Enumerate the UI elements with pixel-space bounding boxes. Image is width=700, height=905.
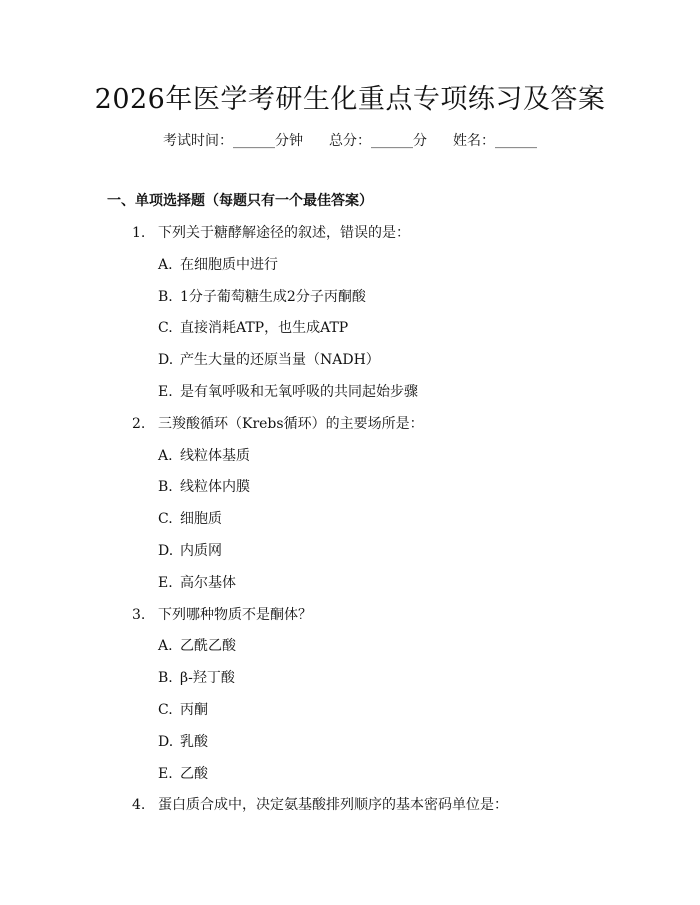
- option-2-e: [0, 572, 700, 604]
- option-text: β-羟丁酸: [180, 670, 235, 687]
- option-3-d: [0, 731, 700, 763]
- option-letter: D.: [158, 733, 174, 750]
- option-text: 内质网: [180, 542, 222, 559]
- exam-meta: [0, 130, 700, 152]
- option-letter: E.: [158, 383, 173, 400]
- option-2-d: [0, 540, 700, 572]
- option-letter: E.: [158, 574, 173, 591]
- option-letter: C.: [158, 511, 173, 528]
- name-field: 姓名：______: [453, 133, 537, 149]
- question-number: 2.: [132, 415, 146, 432]
- option-letter: C.: [158, 701, 173, 718]
- option-text: 线粒体内膜: [180, 479, 250, 496]
- option-text: 线粒体基质: [180, 447, 250, 464]
- option-3-b: [0, 667, 700, 699]
- option-1-a: [0, 254, 700, 286]
- option-text: 乙酰乙酸: [180, 638, 236, 655]
- option-2-b: [0, 476, 700, 508]
- option-2-a: [0, 445, 700, 477]
- option-1-c: [0, 317, 700, 349]
- option-letter: C.: [158, 320, 173, 337]
- option-letter: D.: [158, 542, 174, 559]
- question-4: [0, 794, 700, 826]
- question-number: 1.: [132, 225, 146, 241]
- page-title: 2026年医学考研生化重点专项练习及答案: [94, 84, 606, 115]
- question-text: 三羧酸循环（Krebs循环）的主要场所是：: [158, 415, 424, 432]
- option-text: 是有氧呼吸和无氧呼吸的共同起始步骤: [180, 383, 418, 400]
- question-text: 下列关于糖酵解途径的叙述，错误的是：: [158, 225, 410, 241]
- option-letter: B.: [158, 670, 173, 687]
- option-letter: B.: [158, 479, 173, 496]
- option-letter: A.: [158, 638, 173, 655]
- option-letter: B.: [158, 288, 173, 305]
- question-number: 4.: [132, 797, 146, 814]
- question-list: [0, 222, 700, 826]
- option-text: 乙酸: [180, 765, 208, 782]
- exam-time-field: 考试时间：______分钟: [163, 133, 303, 149]
- option-text: 丙酮: [180, 701, 208, 718]
- option-letter: E.: [158, 765, 173, 782]
- question-2: [0, 413, 700, 445]
- option-1-e: [0, 381, 700, 413]
- option-text: 在细胞质中进行: [180, 256, 278, 273]
- option-text: 乳酸: [180, 733, 208, 750]
- option-text: 高尔基体: [180, 574, 236, 591]
- option-text: 1分子葡萄糖生成2分子丙酮酸: [180, 288, 366, 305]
- question-text: 下列哪种物质不是酮体？: [158, 606, 312, 623]
- question-number: 3.: [132, 606, 146, 623]
- option-2-c: [0, 508, 700, 540]
- option-letter: A.: [158, 447, 173, 464]
- option-1-d: [0, 349, 700, 381]
- option-1-b: [0, 286, 700, 318]
- option-text: 产生大量的还原当量（NADH）: [180, 352, 380, 369]
- section-heading: 一、单项选择题（每题只有一个最佳答案）: [107, 193, 373, 209]
- question-1: [0, 222, 700, 254]
- option-3-a: [0, 635, 700, 667]
- option-3-c: [0, 699, 700, 731]
- option-text: 细胞质: [180, 511, 222, 528]
- option-text: 直接消耗ATP，也生成ATP: [180, 320, 349, 337]
- option-3-e: [0, 763, 700, 795]
- option-letter: A.: [158, 256, 173, 273]
- question-3: [0, 604, 700, 636]
- option-letter: D.: [158, 352, 174, 369]
- total-score-field: 总分：______分: [329, 133, 427, 149]
- question-text: 蛋白质合成中，决定氨基酸排列顺序的基本密码单位是：: [158, 797, 508, 814]
